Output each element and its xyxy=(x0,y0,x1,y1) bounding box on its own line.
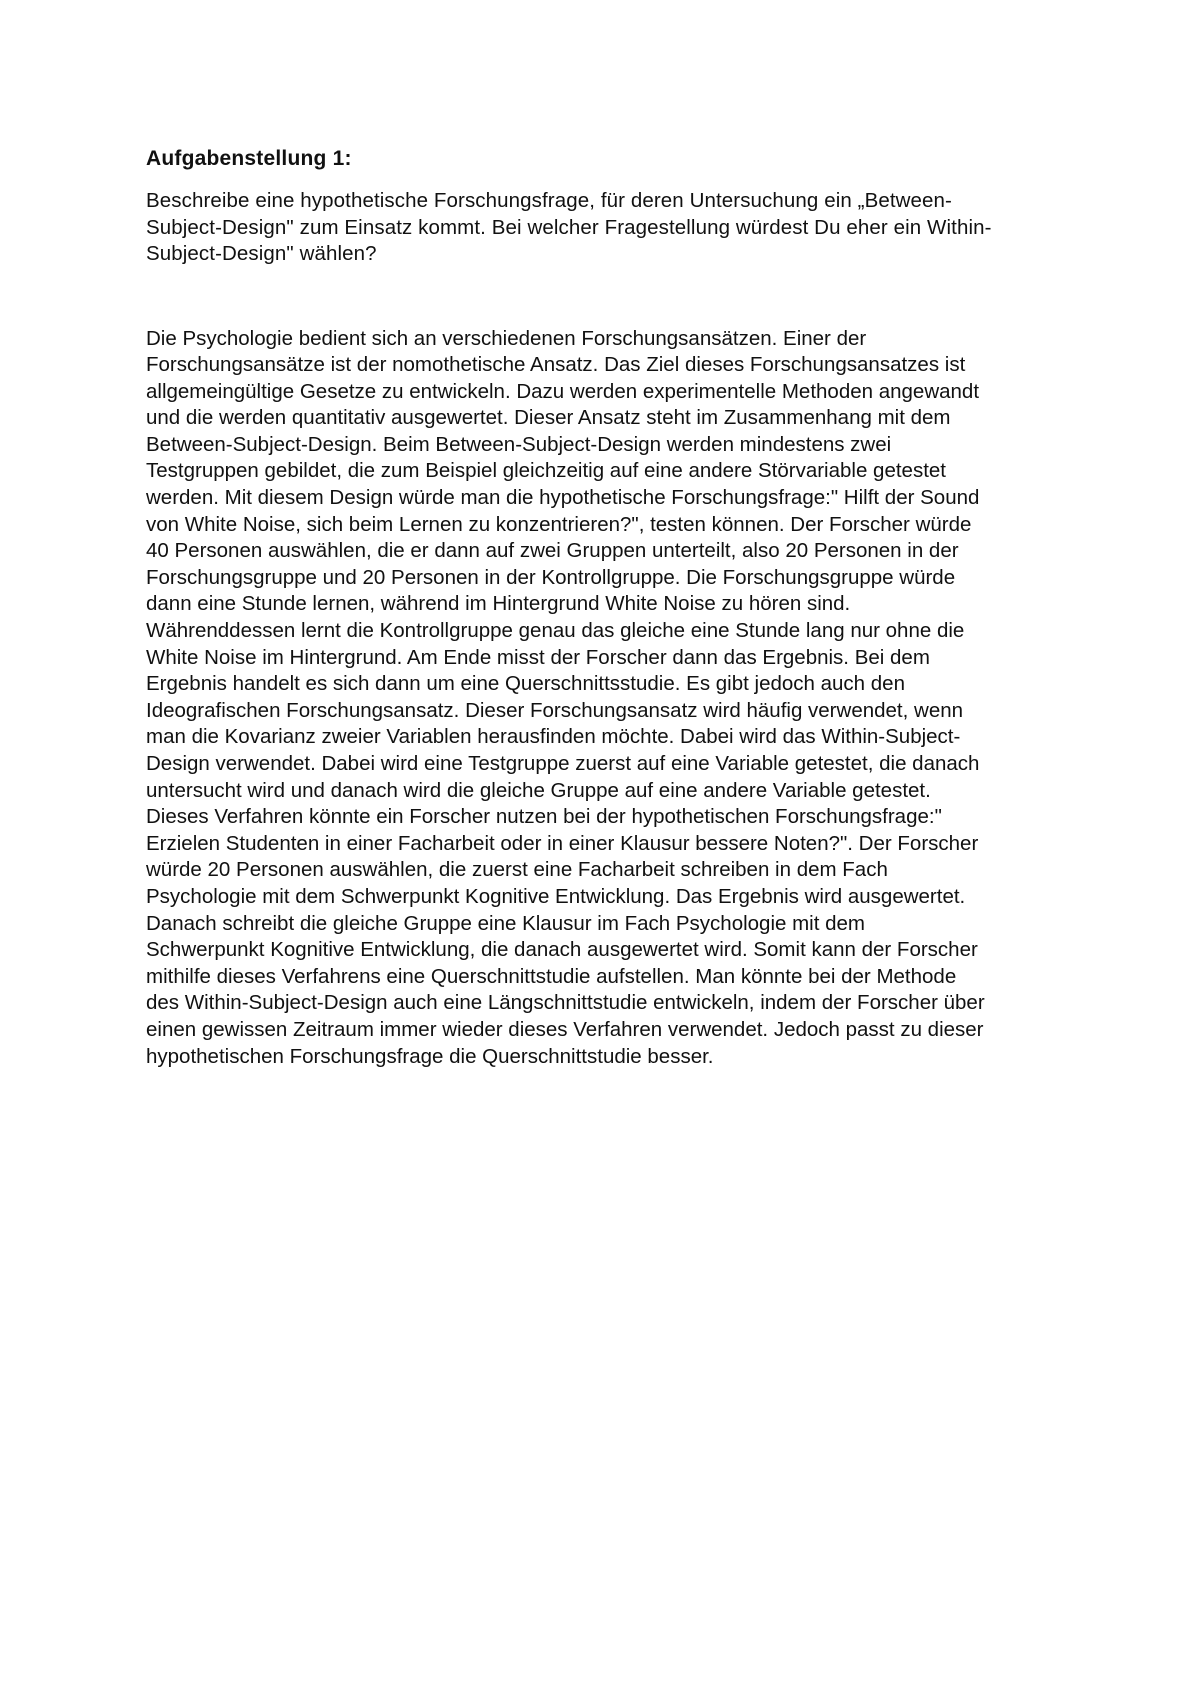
answer-line: Danach schreibt die gleiche Gruppe eine Klausur im Fach Psychologie mit dem xyxy=(146,911,866,935)
answer-paragraph xyxy=(146,326,1066,1071)
answer-line: Design verwendet. Dabei wird eine Testgruppe zuerst auf eine Variable getestet, die danach xyxy=(146,752,980,775)
task-line: Beschreibe eine hypothetische Forschungsfrage, für deren Untersuchung ein „Between- xyxy=(146,189,952,212)
answer-line: würde 20 Personen auswählen, die zuerst eine Facharbeit schreiben in dem Fach xyxy=(146,858,888,882)
answer-line: Dieses Verfahren könnte ein Forscher nutzen bei der hypothetischen Forschungsfrage:" xyxy=(146,805,942,829)
task-heading: Aufgabenstellung 1: xyxy=(146,147,352,170)
answer-line: 40 Personen auswählen, die er dann auf zwei Gruppen unterteilt, also 20 Personen in der xyxy=(146,539,959,563)
answer-line: allgemeingültige Gesetze zu entwickeln. Dazu werden experimentelle Methoden angewandt xyxy=(146,379,980,403)
answer-line: mithilfe dieses Verfahrens eine Querschnittstudie aufstellen. Man könnte bei der Methode xyxy=(146,964,957,988)
answer-line: Forschungsgruppe und 20 Personen in der Kontrollgruppe. Die Forschungsgruppe würde xyxy=(146,565,956,589)
answer-line: Erzielen Studenten in einer Facharbeit oder in einer Klausur bessere Noten?". Der Forscher xyxy=(146,831,979,855)
answer-line: Ergebnis handelt es sich dann um eine Querschnittsstudie. Es gibt jedoch auch den xyxy=(146,672,905,696)
answer-line: dann eine Stunde lernen, während im Hintergrund White Noise zu hören sind. xyxy=(146,592,851,616)
answer-line: White Noise im Hintergrund. Am Ende misst der Forscher dann das Ergebnis. Bei dem xyxy=(146,645,930,669)
answer-line: Testgruppen gebildet, die zum Beispiel gleichzeitig auf eine andere Störvariable getestet xyxy=(146,459,947,483)
answer-line: Psychologie mit dem Schwerpunkt Kognitive Entwicklung. Das Ergebnis wird ausgewertet. xyxy=(146,884,966,908)
answer-line: und die werden quantitativ ausgewertet. Dieser Ansatz steht im Zusammenhang mit dem xyxy=(146,406,951,430)
answer-line: untersucht wird und danach wird die gleiche Gruppe auf eine andere Variable getestet. xyxy=(146,778,931,802)
answer-line: hypothetischen Forschungsfrage die Querschnittstudie besser. xyxy=(146,1044,714,1068)
answer-line: Schwerpunkt Kognitive Entwicklung, die danach ausgewertet wird. Somit kann der Forscher xyxy=(146,938,978,962)
answer-line: Währenddessen lernt die Kontrollgruppe genau das gleiche eine Stunde lang nur ohne die xyxy=(146,619,965,643)
answer-line: werden. Mit diesem Design würde man die hypothetische Forschungsfrage:" Hilft der Sound xyxy=(146,486,980,510)
answer-line: von White Noise, sich beim Lernen zu konzentrieren?", testen können. Der Forscher würde xyxy=(146,512,972,536)
answer-line: Forschungsansätze ist der nomothetische Ansatz. Das Ziel dieses Forschungsansatzes ist xyxy=(146,353,966,377)
answer-line: einen gewissen Zeitraum immer wieder dieses Verfahren verwendet. Jedoch passt zu dieser xyxy=(146,1017,984,1041)
task-line: Subject-Design" wählen? xyxy=(146,242,377,265)
answer-line: Die Psychologie bedient sich an verschiedenen Forschungsansätzen. Einer der xyxy=(146,326,867,350)
answer-line: Between-Subject-Design. Beim Between-Subject-Design werden mindestens zwei xyxy=(146,432,892,456)
task-description xyxy=(146,188,1066,268)
task-line: Subject-Design" zum Einsatz kommt. Bei welcher Fragestellung würdest Du eher ein Within- xyxy=(146,215,992,239)
answer-line: Ideografischen Forschungsansatz. Dieser Forschungsansatz wird häufig verwendet, wenn xyxy=(146,698,964,722)
answer-line: man die Kovarianz zweier Variablen herausfinden möchte. Dabei wird das Within-Subject- xyxy=(146,725,961,749)
answer-line: des Within-Subject-Design auch eine Längschnittstudie entwickeln, indem der Forscher über xyxy=(146,991,985,1015)
document-content xyxy=(146,146,1066,1070)
